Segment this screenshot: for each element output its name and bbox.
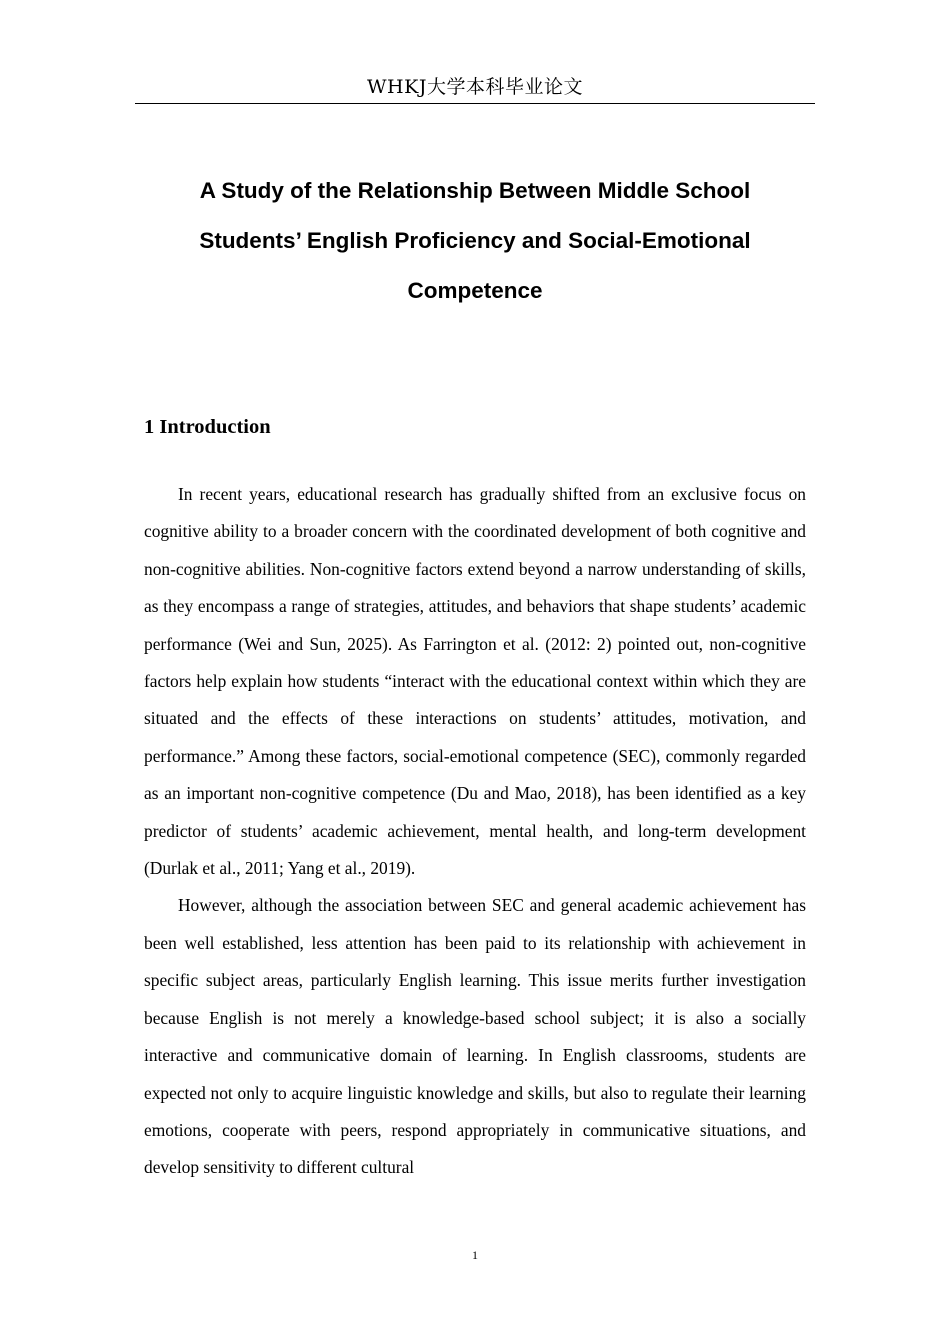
body-text: [144, 476, 806, 1187]
paragraph: In recent years, educational research has gradually shifted from an exclusive focus on cognitive ability to a broader concern with the coordinated development of both cognitive and non-cognitive abilities. Non-cognitive factors extend beyond a narrow understanding of skills, as they encompass a range of strategies, attitudes, and behaviors that shape students’ academic performance (Wei and Sun, 2025). As Farrington et al. (2012: 2) pointed out, non-cognitive factors help explain how students “interact with the educational context within which they are situated and the effects of these interactions on students’ attitudes, motivation, and performance.” Among these factors, social-emotional competence (SEC), commonly regarded as an important non-cognitive competence (Du and Mao, 2018), has been identified as a key predictor of students’ academic achievement, mental health, and long-term development (Durlak et al., 2011; Yang et al., 2019).: [144, 484, 806, 879]
paragraph: However, although the association between SEC and general academic achievement has been well established, less attention has been paid to its relationship with achievement in specific subject areas, particularly English learning. This issue merits further investigation because English is not merely a knowledge-based school subject; it is also a socially interactive and communicative domain of learning. In English classrooms, students are expected not only to acquire linguistic knowledge and skills, but also to regulate their learning emotions, cooperate with peers, respond appropriately in communicative situations, and develop sensitivity to different cultural: [144, 895, 806, 1178]
paper-title: A Study of the Relationship Between Middle School Students’ English Proficiency and Social-Emotional Competence: [199, 178, 751, 303]
page-number: 1: [472, 1248, 478, 1262]
section-heading: 1 Introduction: [144, 416, 271, 438]
running-header: WHKJ大学本科毕业论文: [367, 76, 583, 98]
header-rule: [135, 103, 815, 104]
